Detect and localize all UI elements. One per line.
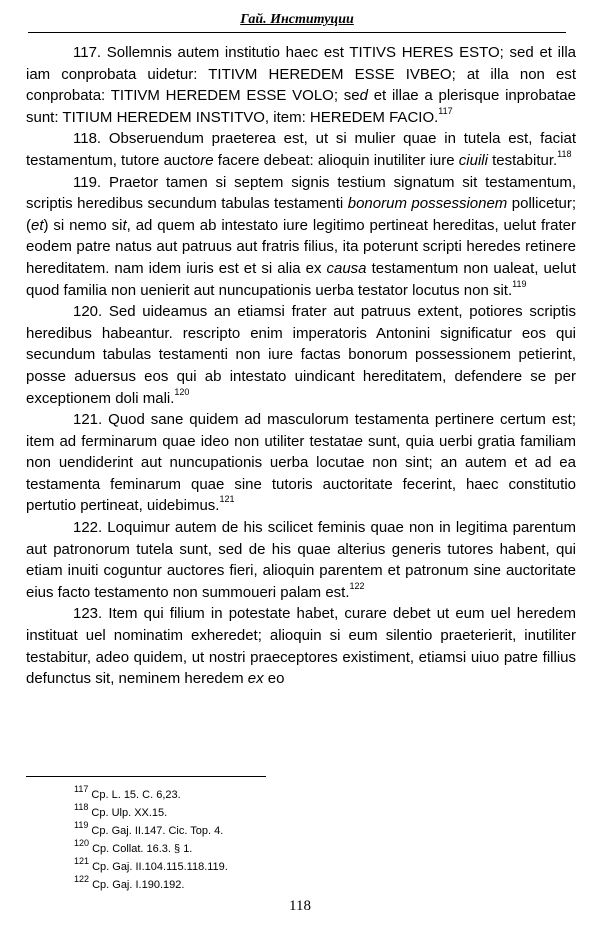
italic-text: ciuili <box>458 151 488 169</box>
footnote-ref: 120 <box>174 386 190 397</box>
footnote-text: Cp. Collat. 16.3. § 1. <box>89 843 193 855</box>
italic-text: et <box>31 216 44 234</box>
text-run: eo <box>263 670 285 688</box>
text-run: Item qui filium in potestate habet, curare debet ut eum uel heredem instituat uel nominatim exheredet; alioquin si eum silentio praeterierit, inutiliter testabitur, adeo quidem, ut nostri praeceptores existiment, etiamsi uiuo patre fillius defunctus sit, neminem heredem <box>26 605 576 688</box>
paragraph <box>26 603 576 689</box>
text-run: , ad quem ab intestato iure legitimo pertineat hereditas, uelut frater eodem patre natus aut patruus aut fratris filius, ita poterunt scripti heredes retinere hereditatem. nam idem iuris est et si alia ex <box>26 216 577 277</box>
paragraph-number: 123. <box>73 605 109 623</box>
text-run: sunt, quia uerbi gratia familiam non uendiderint aut nuncupationis uerba locutae non sint; an autem et ad ea testamenta feminarum quae sine tutoris auctoritate fecerint, haec constitutio pertutio pertineat, uidebimus. <box>26 432 577 515</box>
footnote <box>74 858 228 876</box>
footnotes <box>74 786 228 894</box>
paragraph-number: 119. <box>73 173 109 191</box>
footnote-text: Cp. Gaj. II.104.115.118.119. <box>89 861 228 873</box>
footnote <box>74 876 228 894</box>
footnote-divider <box>26 776 266 777</box>
italic-text: t <box>122 216 127 234</box>
text-run: Sed uideamus an etiamsi frater aut patruus extent, potiores scriptis heredibus habeantur. rescripto enim imperatoris Antonini significatur eos qui secundum tabulas testamenti non iure factas bonorum possessionem petierint, posse aduersus eos qui ab intestato uindicant hereditatem, defendere se per exceptionem doli mali. <box>26 303 576 407</box>
running-header <box>28 10 566 33</box>
paragraph-number: 120. <box>73 303 109 321</box>
text-run: facere debeat: alioquin inutiliter iure <box>213 151 459 169</box>
footnote-ref: 118 <box>557 148 572 159</box>
footnote-ref: 119 <box>512 278 527 289</box>
footnote-ref: 121 <box>219 494 235 505</box>
paragraph <box>26 172 576 302</box>
footnote-text: Cp. L. 15. C. 6,23. <box>88 789 181 801</box>
paragraph-number: 118. <box>73 130 109 148</box>
paragraph <box>26 128 576 171</box>
text-run: Sollemnis autem institutio haec est TITIVS HERES ESTO; sed et illa iam conprobata uidetur: TITIVM HEREDEM ESSE IVBEO; at illa non est conprobata: TITIVM HEREDEM ESSE VOLO; se <box>26 44 576 105</box>
footnote-number: 119 <box>74 820 89 831</box>
text-run: Loquimur autem de his scilicet feminis quae non in legitima parentum aut patronorum tutela sunt, sed de his quae alterius generis tutores habent, qui etiam inuiti coguntur auctores fieri, alioquin parentem et patronum sine auctoritate eius facto testamento non summoueri palam est. <box>26 519 576 601</box>
footnote-text: Cp. Gaj. II.147. Cic. Top. 4. <box>88 825 224 837</box>
paragraph <box>26 42 576 128</box>
page-number: 118 <box>289 898 311 914</box>
text-run: et illae a plerisque inprobatae sunt: TITIUM HEREDEM INSTITVO, item: HEREDEM FACIO. <box>26 87 576 126</box>
text-run: testamentum non ualeat, uelut quod familia non uenierit aut nuncupationis uerba testator locutus non sit. <box>26 259 576 299</box>
italic-text: bonorum possessionem <box>347 195 508 213</box>
footnote-ref: 122 <box>349 580 365 591</box>
footnote-text: Cp. Ulp. XX.15. <box>88 807 168 819</box>
footnote <box>74 822 228 840</box>
text-run: testabitur. <box>487 151 558 169</box>
footnote-number: 121 <box>74 856 90 867</box>
footnote <box>74 804 228 822</box>
footnote-number: 118 <box>74 802 89 813</box>
text-run: Quod sane quidem ad masculorum testamenta pertinere certum est; item ad ferminarum quae ideo non utiliter testat <box>26 411 576 450</box>
footnote <box>74 840 228 858</box>
text-run: pollicetur; ( <box>26 195 576 234</box>
main-text <box>26 42 576 690</box>
italic-text: ae <box>346 432 363 450</box>
paragraph <box>26 517 576 603</box>
footnote-number: 120 <box>74 838 90 849</box>
paragraph <box>26 301 576 409</box>
text-run: ) si nemo si <box>43 216 123 234</box>
footnote-number: 117 <box>74 784 89 795</box>
text-run: Obseruendum praeterea est, ut si mulier quae in tutela est, faciat testamentum, tutore aucto <box>26 130 576 169</box>
footnote-ref: 117 <box>438 105 453 116</box>
footnote-number: 122 <box>74 874 90 885</box>
header-title: Гай. Институции <box>240 12 354 27</box>
text-run: Praetor tamen si septem signis testium signatum sit testamentum, scriptis heredibus secundum tabulas testamenti <box>26 173 576 213</box>
italic-text: ex <box>247 670 264 688</box>
italic-text: d <box>359 87 368 105</box>
paragraph-number: 121. <box>73 411 109 429</box>
italic-text: causa <box>326 259 367 277</box>
footnote-text: Cp. Gaj. I.190.192. <box>89 879 185 891</box>
paragraph <box>26 409 576 517</box>
footnote <box>74 786 228 804</box>
paragraph-number: 117. <box>73 44 107 61</box>
italic-text: re <box>200 151 214 169</box>
paragraph-number: 122. <box>73 519 108 537</box>
